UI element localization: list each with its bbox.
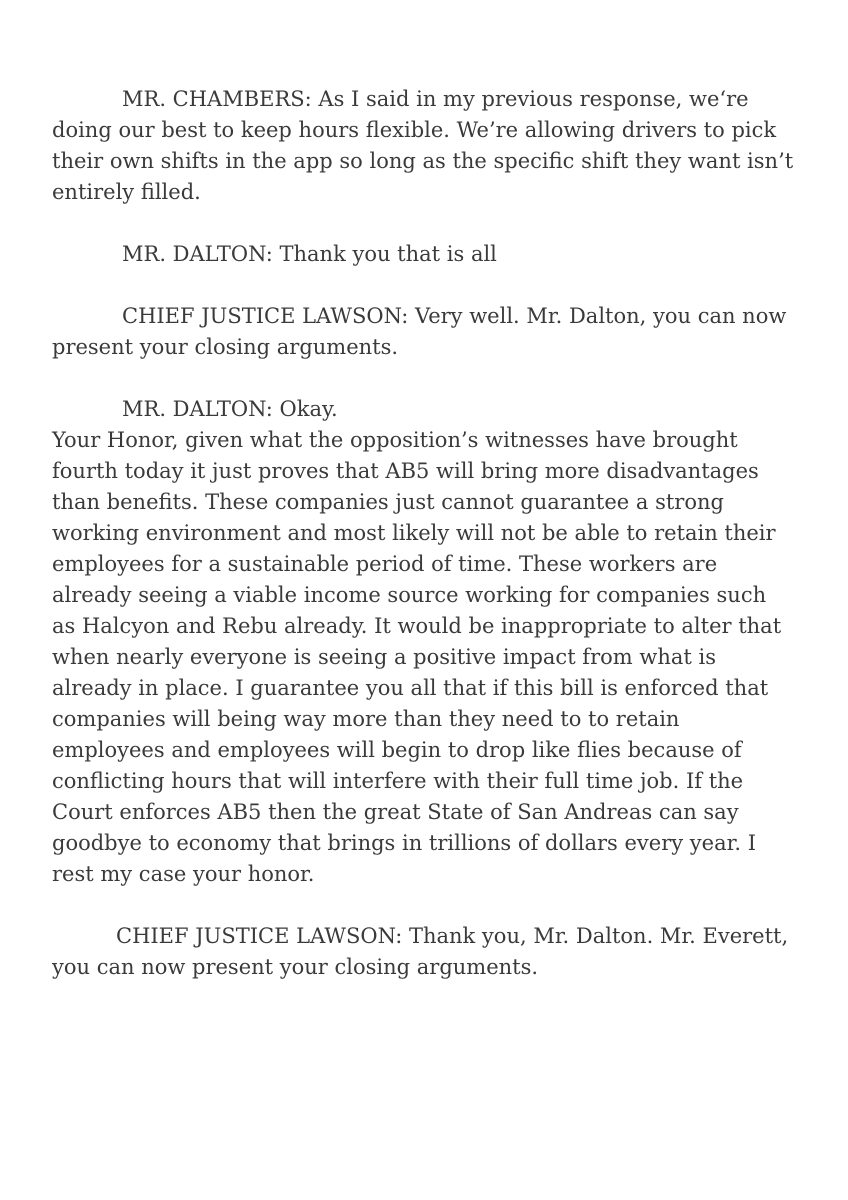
paragraph-lawson-invite-dalton: CHIEF JUSTICE LAWSON: Very well. Mr. Dalton, you can now present your closing arguments. bbox=[52, 304, 787, 359]
paragraph-dalton-closing: Your Honor, given what the opposition’s witnesses have brought fourth today it just proves that AB5 will bring more disadvantages than benefits. These companies just cannot guarantee a strong working environment and most likely will not be able to retain their employees for a sustainable period of time. These workers are already seeing a viable income source working for companies such as Halcyon and Rebu already. It would be inappropriate to alter that when nearly everyone is seeing a positive impact from what is already in place. I guarantee you all that if this bill is enforced that companies will being way more than they need to to retain employees and employees will begin to drop like flies because of conflicting hours that will interfere with their full time job. If the Court enforces AB5 then the great State of San Andreas can say goodbye to economy that brings in trillions of dollars every year. I rest my case your honor. bbox=[52, 428, 782, 886]
paragraph-dalton-thanks: MR. DALTON: Thank you that is all bbox=[122, 242, 497, 266]
paragraph-lawson-invite-everett: CHIEF JUSTICE LAWSON: Thank you, Mr. Dalton. Mr. Everett, you can now present your closing arguments. bbox=[52, 924, 789, 979]
paragraph-chambers-response: MR. CHAMBERS: As I said in my previous response, we‘re doing our best to keep hours flexible. We’re allowing drivers to pick their own shifts in the app so long as the specific shift they want isn’t entirely filled. bbox=[52, 87, 794, 204]
paragraph-dalton-okay: MR. DALTON: Okay. bbox=[122, 397, 338, 421]
